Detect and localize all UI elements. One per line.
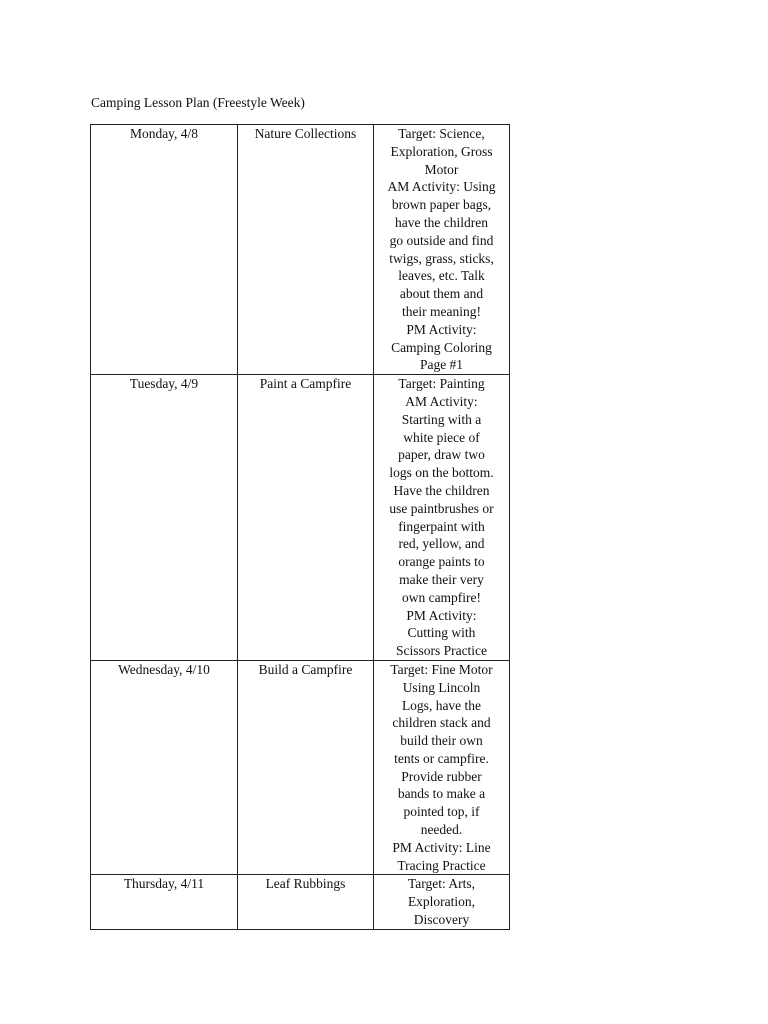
table-row	[91, 875, 510, 929]
activity-line: Discovery	[413, 912, 470, 928]
activity-line: Motor	[424, 161, 459, 177]
document-title: Camping Lesson Plan (Freestyle Week)	[91, 95, 305, 110]
activity-line: white piece of	[403, 429, 480, 445]
theme-cell: Paint a Campfire	[238, 375, 374, 661]
activity-line: orange paints to	[398, 554, 485, 570]
activity-line: Exploration,	[407, 894, 476, 910]
activity-line: leaves, etc. Talk	[398, 268, 485, 284]
activity-line: brown paper bags,	[391, 197, 492, 213]
activity-cell	[374, 125, 510, 375]
activity-line: pointed top, if	[403, 804, 480, 820]
activity-line: Exploration, Gross	[390, 143, 493, 159]
activity-line: have the children	[395, 214, 488, 230]
activity-line: make their very	[399, 571, 484, 587]
activity-line: AM Activity: Using	[387, 179, 496, 195]
day-cell: Monday, 4/8	[91, 125, 238, 375]
theme-cell: Leaf Rubbings	[238, 875, 374, 929]
activity-cell	[374, 375, 510, 661]
theme-cell: Nature Collections	[238, 125, 374, 375]
activity-line: use paintbrushes or	[389, 500, 494, 516]
activity-line: children stack and	[392, 715, 491, 731]
activity-line: logs on the bottom.	[389, 465, 494, 481]
activity-line: Cutting with	[407, 625, 476, 641]
activity-line: Tracing Practice	[397, 857, 486, 873]
activity-line: Target: Fine Motor	[390, 661, 493, 677]
activity-line: go outside and find	[389, 232, 494, 248]
day-cell: Thursday, 4/11	[91, 875, 238, 929]
day-cell: Wednesday, 4/10	[91, 660, 238, 875]
activity-line: twigs, grass, sticks,	[389, 250, 494, 266]
activity-line: Target: Painting	[398, 376, 485, 392]
activity-line: PM Activity: Line	[392, 839, 491, 855]
table-row	[91, 660, 510, 875]
activity-line: fingerpaint with	[398, 518, 485, 534]
table-row	[91, 375, 510, 661]
activity-cell	[374, 875, 510, 929]
activity-line: their meaning!	[401, 303, 482, 319]
activity-line: PM Activity:	[406, 607, 477, 623]
lesson-plan-table	[90, 124, 510, 930]
activity-line: build their own	[400, 733, 483, 749]
activity-cell	[374, 660, 510, 875]
activity-line: Target: Science,	[398, 126, 485, 141]
activity-line: Using Lincoln	[402, 679, 481, 695]
activity-line: paper, draw two	[398, 447, 485, 463]
day-cell: Tuesday, 4/9	[91, 375, 238, 661]
activity-line: needed.	[420, 822, 463, 838]
activity-line: Page #1	[419, 357, 464, 373]
theme-cell: Build a Campfire	[238, 660, 374, 875]
activity-line: bands to make a	[397, 786, 486, 802]
activity-line: tents or campfire.	[394, 750, 489, 766]
activity-line: PM Activity:	[406, 321, 477, 337]
table-row	[91, 125, 510, 375]
activity-line: Camping Coloring	[391, 339, 492, 355]
lesson-plan-body	[91, 125, 510, 930]
activity-line: Provide rubber	[401, 768, 482, 784]
activity-line: Scissors Practice	[395, 643, 488, 659]
activity-line: Target: Arts,	[407, 876, 476, 892]
activity-line: about them and	[399, 286, 484, 302]
activity-line: AM Activity:	[405, 393, 478, 409]
activity-line: Starting with a	[401, 411, 482, 427]
activity-line: red, yellow, and	[398, 536, 485, 552]
activity-line: Have the children	[393, 482, 490, 498]
activity-line: own campfire!	[401, 589, 482, 605]
activity-line: Logs, have the	[401, 697, 482, 713]
